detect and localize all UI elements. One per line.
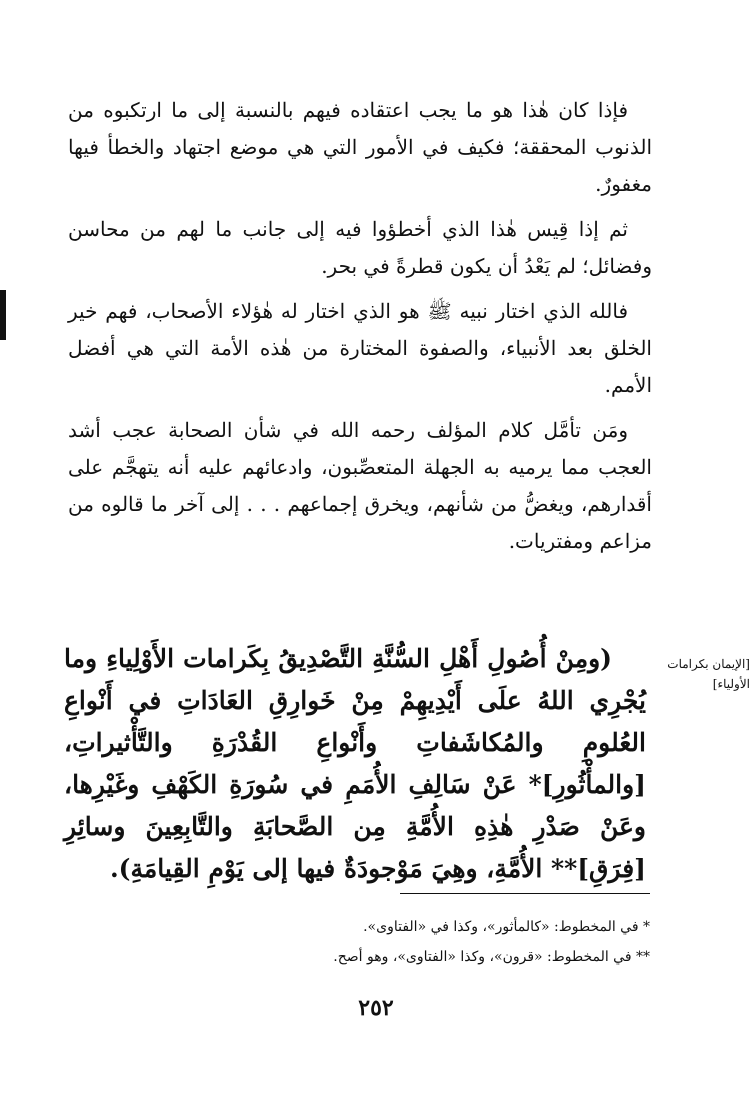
commentary-paragraph: فإذا كان هٰذا هو ما يجب اعتقاده فيهم بالنسبة إلى ما ارتكبوه من الذنوب المحققة؛ فكيف في الأمور التي هي موضع اجتهاد والخطأ فيها مغفورٌ. — [68, 98, 652, 196]
main-text-passage: (ومِنْ أُصُولِ أَهْلِ السُّنَّةِ التَّصْدِيقُ بِكَرامات الأَوْلِياءِ وما يُجْرِي اللهُ علَى أَيْدِيهِمْ مِنْ خَوارِقِ العَادَاتِ في أَنْواعِ العُلومِ والمُكاشَفاتِ وأَنْواعِ القُدْرَةِ والتَّأْثيراتِ، [والمأْثُورِ]* عَنْ سَالِفِ الأُمَمِ في سُورَةِ الكَهْفِ وغَيْرِها، وعَنْ صَدْرِ هٰذِهِ الأُمَّةِ مِن الصَّحابَةِ والتَّابِعِينَ وسائِرِ [فِرَقِ]** الأُمَّةِ، وهِيَ مَوْجودَةٌ فيها إلى يَوْمِ القِيامَةِ). — [64, 644, 646, 883]
footnote-divider — [400, 893, 650, 894]
commentary-paragraph: فالله الذي اختار نبيه ﷺ هو الذي اختار له هٰؤلاء الأصحاب، فهم خير الخلق بعد الأنبياء، والصفوة المختارة من هٰذه الأمة التي هي أفضل الأمم. — [68, 299, 652, 397]
footnote: ** في المخطوط: «قرون»، وكذا «الفتاوى»، وهو أصح. — [333, 949, 650, 965]
footnotes — [200, 912, 650, 972]
page-number: ٢٥٢ — [358, 995, 394, 1021]
commentary-text — [68, 92, 652, 568]
footnote: * في المخطوط: «كالمأثور»، وكذا في «الفتاوى». — [363, 919, 650, 935]
commentary-paragraph: ومَن تأمَّل كلام المؤلف رحمه الله في شأن الصحابة عجب أشد العجب مما يرميه به الجهلة المتعصِّبون، وادعائهم عليه أنه يتهجَّم على أقدارهم، ويغضُّ من شأنهم، ويخرق إجماعهم . . . إلى آخر ما قالوه من مزاعم ومفتريات. — [68, 418, 652, 553]
page-edge-mark — [0, 290, 6, 340]
margin-heading: [الإيمان بكرامات الأولياء] — [667, 657, 750, 691]
commentary-paragraph: ثم إذا قِيس هٰذا الذي أخطؤوا فيه إلى جانب ما لهم من محاسن وفضائل؛ لم يَعْدُ أن يكون قطرةً في بحر. — [68, 217, 652, 278]
